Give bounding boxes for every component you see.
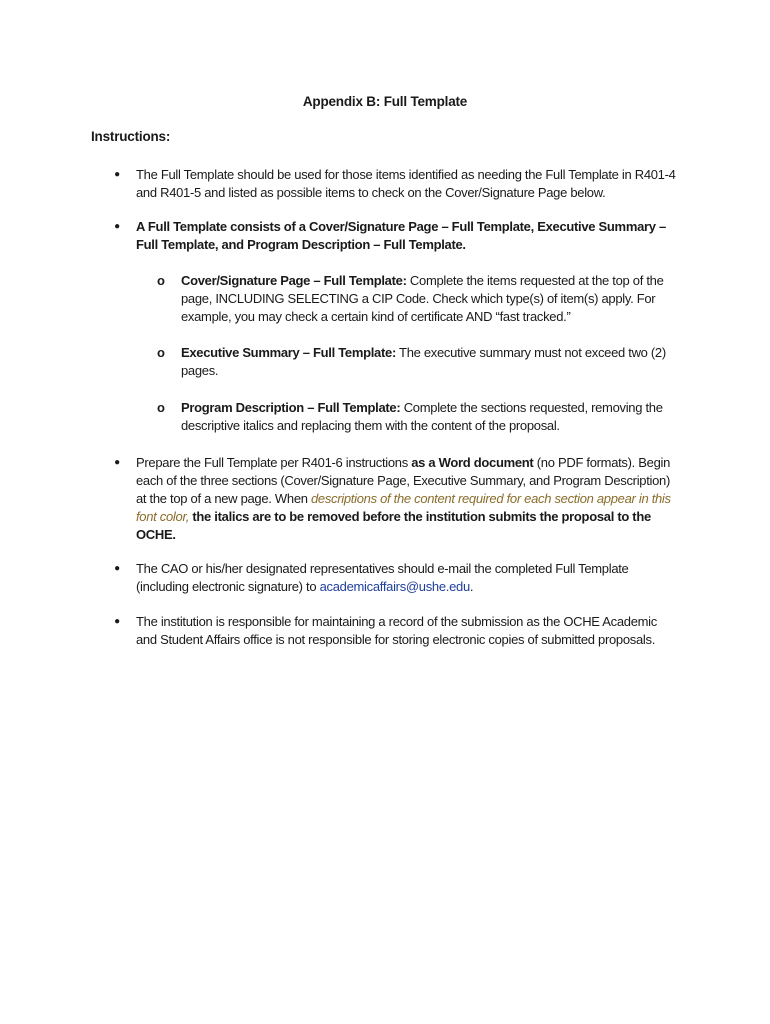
list-item-text: The CAO or his/her designated representatives should e-mail the completed Full Template (including electronic signature) to: [136, 561, 629, 594]
list-item-text: A Full Template consists of a Cover/Signature Page – Full Template, Executive Summary – Full Template, and Program Description – Full Template.: [136, 219, 666, 252]
bullet-icon: ●: [114, 169, 120, 180]
bullet-icon: ●: [114, 221, 120, 232]
sub-list-item: [157, 272, 681, 326]
list-item-text: (no PDF formats). Begin each of the three sections (Cover/Signature Page, Executive Summary, and Program Description) at the top of a new page. When: [136, 455, 671, 506]
instructions-heading: Instructions:: [91, 129, 171, 144]
bullet-icon: ●: [114, 457, 120, 468]
list-item-emphasis: the italics are to be removed before the institution submits the proposal to the OCHE.: [136, 509, 651, 542]
sub-item-label: Executive Summary – Full Template:: [181, 345, 396, 360]
accent-italic-text: descriptions of the content required for each section appear in this font color,: [136, 491, 671, 524]
circle-bullet-icon: o: [157, 400, 165, 415]
circle-bullet-icon: o: [157, 273, 165, 288]
sub-item-label: Program Description – Full Template:: [181, 400, 401, 415]
sub-item-label: Cover/Signature Page – Full Template:: [181, 273, 407, 288]
list-item-text: The institution is responsible for maintaining a record of the submission as the OCHE Academic and Student Affairs office is not responsible for storing electronic copies of submitted proposals.: [136, 614, 657, 647]
list-item-text: Prepare the Full Template per R401-6 instructions: [136, 455, 412, 470]
list-item: [114, 454, 681, 544]
page-title: Appendix B: Full Template: [302, 94, 468, 109]
circle-bullet-icon: o: [157, 345, 165, 360]
list-item-text: .: [469, 579, 474, 594]
sub-item-text: Complete the items requested at the top of the page, INCLUDING SELECTING a CIP Code. Check which type(s) of item(s) apply. For example, you may check a certain kind of certificate AND “fast tracked.”: [181, 273, 664, 324]
list-item-text: The Full Template should be used for those items identified as needing the Full Template in R401-4 and R401-5 and listed as possible items to check on the Cover/Signature Page below.: [136, 167, 676, 200]
sub-item-text: The executive summary must not exceed two (2) pages.: [181, 345, 666, 378]
sub-list-item: [157, 399, 681, 435]
list-item: [114, 560, 681, 596]
sub-item-text: Complete the sections requested, removing the descriptive italics and replacing them with the content of the proposal.: [181, 400, 663, 433]
bullet-icon: ●: [114, 563, 120, 574]
list-item: [114, 613, 681, 649]
list-item: [114, 218, 681, 254]
bullet-icon: ●: [114, 616, 120, 627]
list-item: [114, 166, 681, 202]
sub-list-item: [157, 344, 681, 380]
email-link[interactable]: academicaffairs@ushe.edu: [319, 579, 470, 594]
list-item-emphasis: as a Word document: [411, 455, 534, 470]
